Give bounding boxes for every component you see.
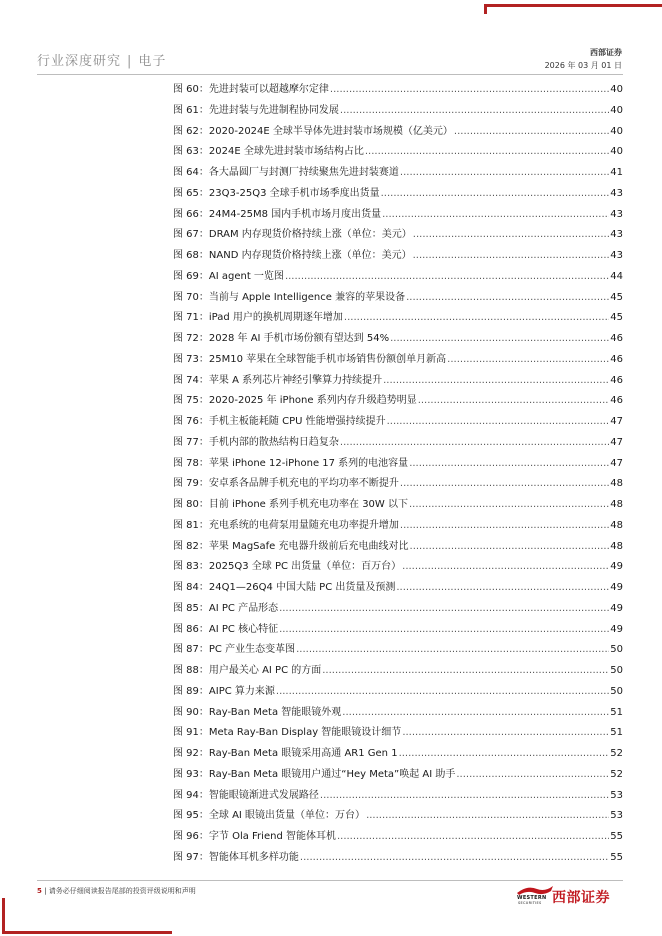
toc-entry[interactable] [173, 433, 623, 454]
toc-entry-page: 49 [610, 602, 623, 614]
header-company: 西部证券 [590, 48, 622, 57]
toc-entry[interactable] [173, 848, 623, 869]
toc-leader-dots [400, 478, 609, 489]
toc-leader-dots [300, 852, 609, 863]
toc-entry[interactable] [173, 350, 623, 371]
toc-leader-dots [387, 416, 610, 427]
toc-entry-page: 45 [610, 291, 623, 303]
toc-entry-page: 51 [610, 727, 623, 739]
toc-entry-page: 52 [610, 748, 623, 759]
toc-entry[interactable] [173, 267, 623, 288]
toc-entry[interactable] [173, 205, 623, 226]
footer-divider [37, 880, 623, 881]
toc-entry-label: 图 64：各大晶圆厂与封测厂持续聚焦先进封装赛道 [173, 167, 399, 178]
toc-entry[interactable] [173, 703, 623, 724]
toc-entry[interactable] [173, 184, 623, 205]
toc-entry-page: 55 [610, 851, 623, 863]
logo-english-sub: SECURITIES [518, 901, 542, 905]
footer-disclaimer-line [37, 886, 196, 896]
toc-entry-label: 图 84：24Q1—26Q4 中国大陆 PC 出货量及预测 [173, 582, 396, 593]
toc-entry-label: 图 97：智能体耳机多样功能 [173, 851, 299, 863]
toc-leader-dots [337, 831, 609, 842]
toc-entry[interactable] [173, 620, 623, 641]
toc-entry[interactable] [173, 661, 623, 682]
toc-entry[interactable] [173, 80, 623, 101]
toc-entry-page: 51 [610, 706, 623, 718]
toc-entry-page: 50 [610, 685, 623, 697]
toc-entry-page: 52 [610, 768, 623, 780]
toc-entry[interactable] [173, 246, 623, 267]
toc-entry-label: 图 75：2020-2025 年 iPhone 系列内存升级趋势明显 [173, 395, 417, 407]
toc-entry[interactable] [173, 744, 623, 765]
toc-leader-dots [320, 790, 609, 801]
toc-entry[interactable] [173, 308, 623, 329]
figure-list [173, 80, 623, 869]
toc-entry[interactable] [173, 827, 623, 848]
toc-entry-page: 44 [610, 270, 623, 282]
toc-entry[interactable] [173, 225, 623, 246]
toc-entry-label: 图 93：Ray-Ban Meta 眼镜用户通过“Hey Meta”唤起 AI 助手 [173, 768, 456, 780]
toc-entry-label: 图 66：24M4-25M8 国内手机市场月度出货量 [173, 208, 382, 220]
toc-entry-label: 图 79：安卓系各品牌手机充电的平均功率不断提升 [173, 478, 399, 490]
toc-leader-dots [276, 686, 609, 697]
toc-leader-dots [399, 748, 610, 759]
header-meta [545, 46, 622, 72]
toc-leader-dots [340, 105, 609, 116]
toc-entry-page: 46 [610, 374, 623, 386]
toc-entry-label: 图 62：2020-2024E 全球半导体先进封装市场规模（亿美元） [173, 125, 453, 137]
toc-entry-label: 图 73：25M10 苹果在全球智能手机市场销售份额创单月新高 [173, 353, 447, 365]
toc-leader-dots [406, 292, 609, 303]
toc-entry-page: 53 [610, 789, 623, 801]
toc-entry-page: 50 [610, 665, 623, 676]
toc-entry-page: 40 [610, 125, 623, 137]
toc-leader-dots [382, 209, 609, 220]
toc-entry-label: 图 67：DRAM 内存现货价格持续上涨（单位：美元） [173, 229, 412, 241]
logo-english: WESTERN [517, 895, 547, 901]
toc-entry[interactable] [173, 723, 623, 744]
toc-entry-label: 图 70：当前与 Apple Intelligence 兼容的苹果设备 [173, 291, 406, 303]
toc-entry-label: 图 92：Ray-Ban Meta 眼镜采用高通 AR1 Gen 1 [173, 748, 398, 759]
toc-entry-page: 55 [610, 831, 623, 842]
toc-leader-dots [454, 126, 609, 137]
toc-entry-label: 图 76：手机主板能耗随 CPU 性能增强持续提升 [173, 416, 386, 427]
toc-entry-label: 图 80：目前 iPhone 系列手机充电功率在 30W 以下 [173, 499, 408, 510]
toc-entry-label: 图 68：NAND 内存现货价格持续上涨（单位：美元） [173, 250, 412, 261]
toc-entry[interactable] [173, 640, 623, 661]
toc-leader-dots [279, 624, 609, 635]
toc-leader-dots [296, 644, 609, 655]
toc-entry-page: 48 [610, 519, 623, 531]
toc-entry-page: 40 [610, 146, 623, 158]
toc-entry[interactable] [173, 682, 623, 703]
toc-entry-label: 图 78：苹果 iPhone 12-iPhone 17 系列的电池容量 [173, 457, 409, 469]
toc-entry-label: 图 81：充电系统的电荷泵用量随充电功率提升增加 [173, 519, 399, 531]
toc-leader-dots [344, 312, 609, 323]
footer-separator: | [44, 887, 47, 895]
toc-leader-dots [413, 250, 610, 261]
toc-entry-label: 图 60：先进封装可以超越摩尔定律 [173, 84, 329, 95]
footer-page-number: 5 [37, 887, 42, 895]
toc-entry-page: 48 [610, 499, 623, 510]
toc-leader-dots [330, 84, 609, 95]
toc-entry-page: 41 [610, 167, 623, 178]
toc-leader-dots [383, 375, 609, 386]
header-section [37, 50, 166, 69]
toc-entry-label: 图 90：Ray-Ban Meta 智能眼镜外观 [173, 706, 342, 718]
toc-leader-dots [402, 727, 609, 738]
toc-entry[interactable] [173, 537, 623, 558]
toc-leader-dots [456, 769, 609, 780]
toc-entry[interactable] [173, 786, 623, 807]
toc-entry-page: 45 [610, 312, 623, 324]
toc-entry-label: 图 94：智能眼镜渐进式发展路径 [173, 789, 319, 801]
toc-leader-dots [410, 541, 610, 552]
toc-entry-label: 图 88：用户最关心 AI PC 的方面 [173, 665, 322, 676]
toc-entry-page: 43 [610, 229, 623, 241]
toc-leader-dots [413, 229, 609, 240]
toc-leader-dots [400, 167, 609, 178]
header-divider [37, 74, 623, 75]
toc-entry-label: 图 85：AI PC 产品形态 [173, 602, 279, 614]
toc-entry[interactable] [173, 412, 623, 433]
toc-entry-page: 47 [610, 416, 623, 427]
toc-entry-label: 图 74：苹果 A 系列芯片神经引擎算力持续提升 [173, 374, 383, 386]
toc-entry[interactable] [173, 578, 623, 599]
toc-leader-dots [279, 603, 609, 614]
toc-entry-label: 图 86：AI PC 核心特征 [173, 623, 279, 635]
toc-entry-page: 47 [610, 457, 623, 469]
toc-entry[interactable] [173, 371, 623, 392]
header-section-title: 行业深度研究 [37, 54, 122, 69]
toc-entry-page: 48 [610, 478, 623, 490]
toc-entry-label: 图 77：手机内部的散热结构日趋复杂 [173, 436, 339, 448]
toc-entry-label: 图 61：先进封装与先进制程协同发展 [173, 104, 339, 116]
toc-entry[interactable] [173, 454, 623, 475]
toc-leader-dots [447, 354, 609, 365]
header-category: 电子 [138, 54, 167, 69]
toc-entry-label: 图 89：AIPC 算力来源 [173, 685, 275, 697]
corner-decoration-bottom-left [2, 898, 172, 934]
header-date: 2026 年 03 月 01 日 [544, 61, 622, 70]
toc-entry[interactable] [173, 101, 623, 122]
toc-entry-label: 图 91：Meta Ray-Ban Display 智能眼镜设计细节 [173, 727, 402, 739]
toc-entry-page: 48 [610, 540, 623, 552]
toc-leader-dots [366, 810, 609, 821]
toc-entry[interactable] [173, 495, 623, 516]
toc-entry-page: 43 [610, 208, 623, 220]
toc-leader-dots [381, 188, 610, 199]
toc-leader-dots [390, 333, 609, 344]
logo-chinese: 西部证券 [552, 890, 610, 906]
toc-entry-label: 图 72：2028 年 AI 手机市场份额有望达到 54% [173, 333, 390, 344]
toc-entry-page: 46 [610, 395, 623, 407]
corner-decoration-top-right [484, 4, 662, 14]
toc-entry-label: 图 87：PC 产业生态变革图 [173, 644, 296, 656]
toc-leader-dots [400, 520, 609, 531]
toc-entry[interactable] [173, 599, 623, 620]
toc-leader-dots [342, 707, 609, 718]
toc-entry-label: 图 71：iPad 用户的换机周期逐年增加 [173, 312, 343, 324]
toc-entry-label: 图 82：苹果 MagSafe 充电器升级前后充电曲线对比 [173, 540, 409, 552]
toc-leader-dots [402, 561, 609, 572]
toc-entry-page: 40 [610, 84, 623, 95]
toc-entry-page: 47 [610, 436, 623, 448]
header-separator: | [127, 54, 133, 69]
toc-entry-page: 49 [610, 582, 623, 593]
toc-entry-label: 图 95：全球 AI 眼镜出货量（单位：万台） [173, 810, 366, 822]
toc-entry-label: 图 65：23Q3-25Q3 全球手机市场季度出货量 [173, 187, 380, 199]
toc-entry[interactable] [173, 288, 623, 309]
toc-entry-page: 40 [610, 104, 623, 116]
toc-entry-page: 49 [610, 623, 623, 635]
toc-entry[interactable] [173, 329, 623, 350]
toc-entry-page: 49 [610, 561, 623, 573]
toc-entry[interactable] [173, 122, 623, 143]
toc-leader-dots [409, 499, 609, 510]
toc-entry[interactable] [173, 142, 623, 163]
toc-leader-dots [365, 146, 609, 157]
toc-entry[interactable] [173, 557, 623, 578]
toc-leader-dots [322, 665, 609, 676]
toc-entry-label: 图 96：字节 Ola Friend 智能体耳机 [173, 831, 336, 842]
toc-entry-label: 图 63：2024E 全球先进封装市场结构占比 [173, 146, 364, 158]
toc-entry[interactable] [173, 163, 623, 184]
toc-entry-page: 46 [610, 333, 623, 344]
toc-entry-page: 43 [610, 187, 623, 199]
toc-leader-dots [409, 458, 609, 469]
toc-entry-label: 图 83：2025Q3 全球 PC 出货量（单位：百万台） [173, 561, 402, 573]
toc-entry[interactable] [173, 765, 623, 786]
toc-entry-page: 53 [610, 810, 623, 822]
toc-entry[interactable] [173, 806, 623, 827]
footer-disclaimer: 请务必仔细阅读报告尾部的投资评级说明和声明 [48, 887, 196, 895]
toc-entry-page: 46 [610, 353, 623, 365]
toc-entry[interactable] [173, 474, 623, 495]
toc-leader-dots [396, 582, 609, 593]
toc-entry-label: 图 69：AI agent 一览图 [173, 270, 284, 282]
toc-entry-page: 43 [610, 250, 623, 261]
toc-leader-dots [340, 437, 609, 448]
toc-entry-page: 50 [610, 644, 623, 656]
toc-leader-dots [418, 395, 610, 406]
toc-leader-dots [285, 271, 609, 282]
western-securities-logo [515, 883, 625, 909]
toc-entry[interactable] [173, 516, 623, 537]
toc-entry[interactable] [173, 391, 623, 412]
